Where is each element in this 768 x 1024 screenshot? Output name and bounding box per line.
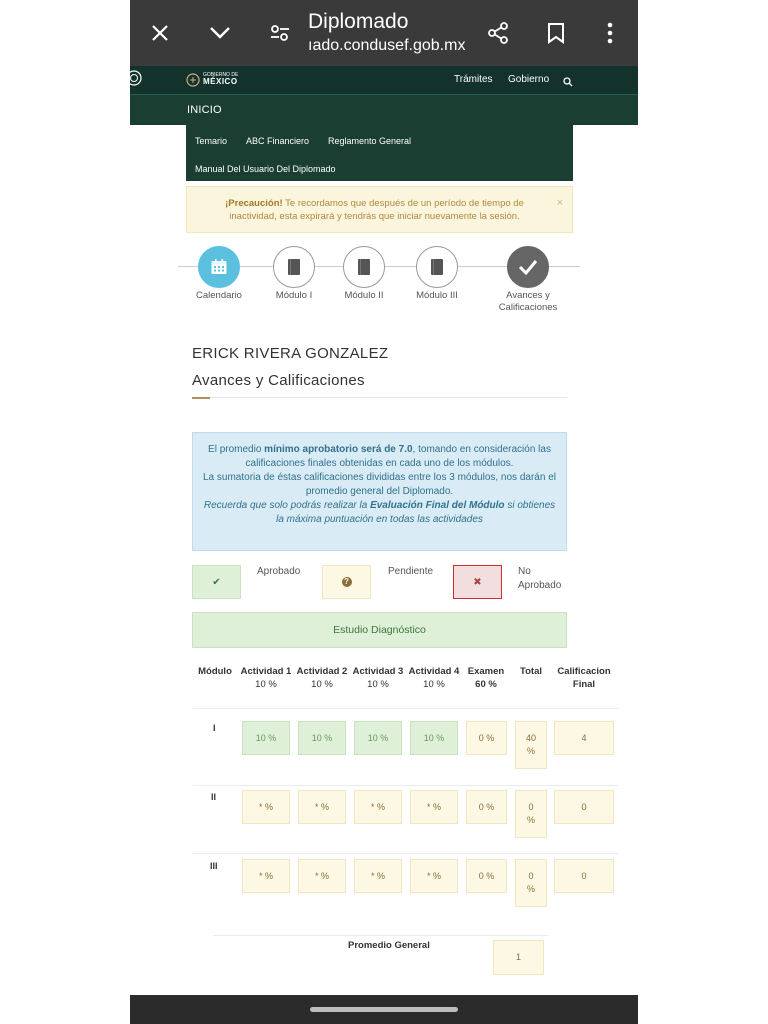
cell-m2-exam: 0 % — [466, 790, 507, 824]
calendar-icon — [210, 258, 228, 276]
nav-inicio[interactable]: INICIO — [187, 104, 222, 116]
gov-emblem-icon — [126, 70, 142, 91]
more-vertical-icon[interactable] — [594, 0, 626, 66]
menu-reglamento-general[interactable]: Reglamento General — [328, 136, 412, 146]
book-icon — [286, 258, 302, 276]
row-module-1: I — [213, 723, 216, 733]
gov-logo-small: GOBIERNO DE — [203, 72, 239, 78]
main-nav — [130, 94, 638, 125]
th-calificacion-final: Calificacion Final — [557, 666, 611, 690]
legend-failed-label: No Aprobado — [518, 566, 562, 591]
cell-m2-a4: * % — [410, 790, 458, 824]
cell-m3-exam: 0 % — [466, 859, 507, 893]
th-actividad-1: Actividad 1 10 % — [240, 666, 292, 690]
browser-toolbar — [130, 0, 638, 66]
section-title: Avances y Calificaciones — [192, 372, 365, 389]
menu-manual-usuario[interactable]: Manual Del Usuario Del Diplomado — [195, 164, 336, 174]
cell-m3-final: 0 — [554, 859, 614, 893]
cell-m2-final: 0 — [554, 790, 614, 824]
book-icon — [429, 258, 445, 276]
cell-m2-a3: * % — [354, 790, 402, 824]
left-margin — [0, 0, 130, 1024]
step-label-modulo-2: Módulo II — [344, 290, 384, 301]
cell-m2-a2: * % — [298, 790, 346, 824]
cell-m1-a3: 10 % — [354, 721, 402, 755]
cell-m1-a4: 10 % — [410, 721, 458, 755]
home-gesture-bar[interactable] — [310, 1007, 458, 1012]
nav-gobierno[interactable]: Gobierno — [508, 74, 550, 85]
cell-m3-a4: * % — [410, 859, 458, 893]
cell-m3-a2: * % — [298, 859, 346, 893]
cell-m1-final: 4 — [554, 721, 614, 755]
row-module-3: III — [210, 861, 218, 871]
url-text[interactable]: ıado.condusef.gob.mx — [308, 37, 466, 54]
info-paragraph-1: El promedio mínimo aprobatorio será de 7.0, tomando en consideración las calificaciones finales obtenidas en cada uno de los módulos. — [208, 444, 551, 469]
table-divider — [193, 853, 618, 854]
legend-approved-box: ✔ — [192, 565, 241, 599]
table-divider — [213, 935, 548, 936]
title-divider — [210, 397, 567, 398]
table-divider — [193, 785, 618, 786]
question-icon: ? — [342, 577, 352, 587]
legend-pending-box — [322, 565, 371, 599]
th-actividad-2: Actividad 2 10 % — [296, 666, 348, 690]
th-modulo: Módulo — [198, 666, 232, 677]
menu-temario[interactable]: Temario — [195, 136, 228, 146]
close-icon[interactable] — [144, 0, 176, 66]
cell-m1-exam: 0 % — [466, 721, 507, 755]
step-label-modulo-1: Módulo I — [275, 290, 313, 301]
alert-text: Te recordamos que después de un período de tiempo de inactividad, esta expirará y tendrás que iniciar nuevamente la sesión. — [229, 198, 524, 222]
th-actividad-3: Actividad 3 10 % — [352, 666, 404, 690]
step-label-modulo-3: Módulo III — [416, 290, 458, 301]
cell-m1-total: 40 % — [515, 721, 547, 769]
general-average-label: Promedio General — [348, 940, 430, 951]
step-label-avances: Avances y Calificaciones — [498, 290, 558, 313]
step-modulo-1[interactable] — [273, 246, 315, 288]
legend-pending-label: Pendiente — [388, 566, 434, 577]
info-paragraph-2: La sumatoria de éstas calificaciones divididas entre los 3 módulos, nos darán el promedio general del Diplomado. — [203, 472, 556, 497]
th-examen: Examen 60 % — [467, 666, 505, 690]
menu-abc-financiero[interactable]: ABC Financiero — [246, 136, 310, 146]
site-settings-icon[interactable] — [264, 0, 296, 66]
bookmark-icon[interactable] — [540, 0, 572, 66]
nav-tramites[interactable]: Trámites — [454, 74, 493, 85]
check-icon — [518, 259, 538, 275]
diagnostic-button[interactable]: Estudio Diagnóstico — [192, 612, 567, 648]
student-name: ERICK RIVERA GONZALEZ — [192, 345, 389, 362]
general-average-value: 1 — [493, 940, 544, 975]
cell-m2-total: 0 % — [515, 790, 547, 838]
step-label-calendario: Calendario — [196, 290, 242, 301]
th-total: Total — [520, 666, 542, 677]
submenu — [186, 125, 573, 181]
legend-approved-label: Aprobado — [257, 566, 301, 577]
cell-m2-a1: * % — [242, 790, 290, 824]
gov-header — [130, 66, 638, 94]
row-module-2: II — [211, 792, 217, 802]
session-warning-alert — [186, 186, 573, 233]
alert-strong: ¡Precaución! — [225, 198, 283, 209]
legend-failed-box: ✖ — [453, 565, 502, 599]
step-calendario[interactable] — [198, 246, 240, 288]
info-box — [192, 432, 567, 551]
th-actividad-4: Actividad 4 10 % — [408, 666, 460, 690]
cell-m3-a1: * % — [242, 859, 290, 893]
book-icon — [356, 258, 372, 276]
share-icon[interactable] — [482, 0, 514, 66]
cell-m3-total: 0 % — [515, 859, 547, 907]
step-modulo-3[interactable] — [416, 246, 458, 288]
info-paragraph-3: Recuerda que solo podrás realizar la Evaluación Final del Módulo si obtienes la máxima puntuación en todas las actividades — [203, 500, 556, 525]
gov-logo-big: MÉXICO — [203, 77, 238, 86]
page-title: Diplomado — [308, 10, 409, 33]
step-modulo-2[interactable] — [343, 246, 385, 288]
cell-m1-a2: 10 % — [298, 721, 346, 755]
search-icon[interactable] — [563, 74, 573, 92]
title-accent — [192, 397, 210, 399]
table-divider — [193, 708, 618, 709]
alert-close-button[interactable]: × — [556, 197, 563, 209]
cell-m1-a1: 10 % — [242, 721, 290, 755]
chevron-down-icon[interactable] — [204, 0, 236, 66]
step-avances[interactable] — [507, 246, 549, 288]
cell-m3-a3: * % — [354, 859, 402, 893]
